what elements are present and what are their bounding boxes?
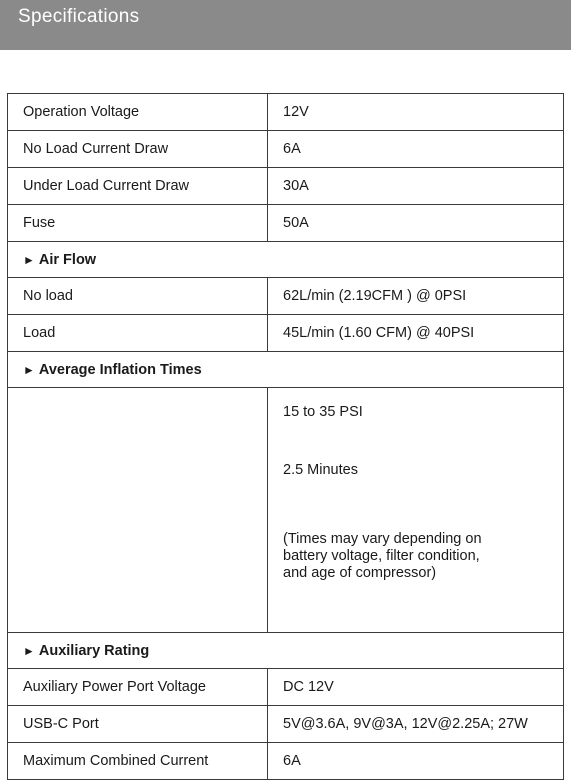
spec-label: Fuse: [8, 205, 268, 242]
section-title: Air Flow: [38, 251, 97, 268]
table-row: [8, 168, 564, 205]
spec-value: DC 12V: [268, 669, 564, 706]
section-heading: [8, 633, 564, 669]
spec-label: Under Load Current Draw: [8, 168, 268, 205]
spec-label: Operation Voltage: [8, 94, 268, 131]
section-header-air-flow: [8, 242, 564, 278]
section-title: Average Inflation Times: [38, 361, 202, 378]
table-row: [8, 278, 564, 315]
spec-label: Load: [8, 315, 268, 352]
note-line: and age of compressor): [283, 565, 437, 581]
table-row: [8, 94, 564, 131]
inflation-note: [283, 531, 563, 582]
specifications-table: [7, 93, 564, 780]
spec-value: 6A: [268, 131, 564, 168]
spec-value: 62L/min (2.19CFM ) @ 0PSI: [268, 278, 564, 315]
table-row: [8, 131, 564, 168]
table-row: [8, 388, 564, 633]
pressure-range: 15 to 35 PSI: [283, 404, 363, 420]
spec-label: No load: [8, 278, 268, 315]
spec-value: 6A: [268, 743, 564, 780]
spec-value: 45L/min (1.60 CFM) @ 40PSI: [268, 315, 564, 352]
page-title: Specifications: [18, 6, 140, 27]
spec-value: 5V@3.6A, 9V@3A, 12V@2.25A; 27W: [268, 706, 564, 743]
triangle-right-icon: ►: [23, 252, 35, 267]
section-header-auxiliary-rating: [8, 633, 564, 669]
table-row: [8, 706, 564, 743]
spec-label: [8, 388, 268, 633]
section-heading: [8, 352, 564, 388]
spec-label: Auxiliary Power Port Voltage: [8, 669, 268, 706]
table-row: [8, 669, 564, 706]
spec-value: 30A: [268, 168, 564, 205]
spec-value: 50A: [268, 205, 564, 242]
spec-label: USB-C Port: [8, 706, 268, 743]
spec-value: 12V: [268, 94, 564, 131]
inflation-time: 2.5 Minutes: [283, 462, 358, 478]
triangle-right-icon: ►: [23, 643, 35, 658]
inflation-details: [268, 388, 564, 633]
triangle-right-icon: ►: [23, 362, 35, 377]
table-row: [8, 743, 564, 780]
spec-label: Maximum Combined Current: [8, 743, 268, 780]
spec-label: No Load Current Draw: [8, 131, 268, 168]
section-heading: [8, 242, 564, 278]
table-row: [8, 315, 564, 352]
section-title: Auxiliary Rating: [38, 642, 150, 659]
section-header-inflation-times: [8, 352, 564, 388]
header-bar: [0, 0, 571, 50]
table-row: [8, 205, 564, 242]
note-line: battery voltage, filter condition,: [283, 548, 480, 564]
note-line: (Times may vary depending on: [283, 531, 482, 547]
